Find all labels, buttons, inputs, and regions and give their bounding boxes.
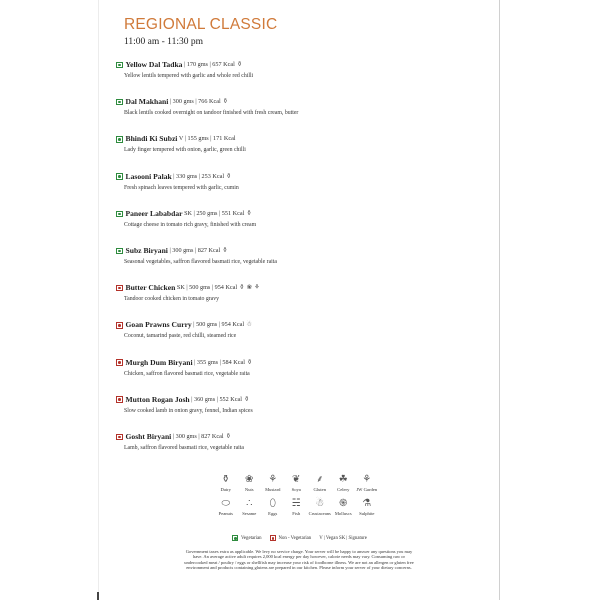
- menu-item: [116, 246, 486, 283]
- menu-item-description: Yellow lentils tempered with garlic and whole red chilli: [124, 73, 254, 79]
- menu-item-meta: | 500 gms | 954 Kcal: [191, 321, 245, 329]
- diet-legend: [232, 535, 367, 541]
- service-hours: 11:00 am - 11:30 pm: [124, 37, 203, 47]
- allergen-key-item: [308, 497, 332, 517]
- menu-item-header: [116, 320, 486, 330]
- menu-item-name: Butter Chicken: [125, 283, 176, 293]
- nonveg-symbol-icon: [116, 396, 123, 403]
- allergen-key-item: [214, 473, 238, 493]
- allergen-label: Nuts: [244, 487, 254, 492]
- allergen-key-item: [285, 497, 309, 517]
- dairy-icon: ⚱: [246, 358, 253, 366]
- dairy-icon: ⚱: [236, 61, 243, 68]
- veg-symbol-icon: [232, 535, 238, 541]
- menu-item-header: [116, 172, 486, 182]
- menu-item: [116, 97, 486, 134]
- allergen-label: Eggs: [268, 511, 278, 516]
- allergen-key-item: [261, 473, 285, 493]
- disclaimer-text: Government taxes extra as applicable. We levy no service charge. Your server will be happy to answer any questions you may have. An average active adult requires 2,000 kcal energy per day however, calorie needs may vary. Consuming raw or undercooked meat / poultry / eggs or shellfish may increase your risk of foodborne illness. We are not an allergen or gluten free environment and products containing glutens are prepared in our kitchen. Please inform your server of your dietary concerns.: [184, 549, 414, 570]
- legend-veg-label: Vegetarian: [241, 535, 262, 541]
- menu-item-meta: SK | 250 gms | 551 Kcal: [182, 209, 245, 217]
- menu-item: [116, 283, 486, 320]
- soya-icon: ❦: [292, 474, 301, 485]
- menu-item-meta: | 330 gms | 253 Kcal: [171, 172, 225, 180]
- menu-item: [116, 320, 486, 357]
- menu-item-header: [116, 246, 486, 256]
- menu-item-meta: | 355 gms | 584 Kcal: [192, 358, 245, 366]
- allergen-key-item: [355, 497, 379, 517]
- allergen-key-item: [261, 497, 285, 517]
- crustaceans-icon: ☃: [246, 321, 252, 329]
- menu-item: [116, 358, 486, 395]
- allergen-key-row: [214, 497, 404, 517]
- allergen-key: [214, 473, 404, 517]
- menu-list: [116, 60, 486, 469]
- menu-item: [116, 134, 486, 171]
- menu-item-description: Tandoor cooked chicken in tomato gravy: [124, 296, 220, 303]
- menu-item-description: Coconut, tamarind paste, red chilli, steamed rice: [124, 333, 237, 340]
- menu-item: [116, 209, 486, 246]
- menu-item-name: Yellow Dal Tadka: [125, 60, 183, 69]
- veg-symbol-icon: [116, 99, 123, 106]
- menu-item-description: Lady finger tempered with onion, garlic, green chilli: [124, 147, 246, 154]
- allergen-label: Crustaceans: [308, 511, 331, 516]
- nuts-icon: ❀: [246, 284, 253, 292]
- allergen-label: Peanuts: [218, 511, 233, 516]
- nuts-icon: ❀: [245, 474, 254, 485]
- menu-item: [116, 432, 486, 469]
- dairy-icon: ⚱: [243, 395, 250, 403]
- molluscs-icon: ֍: [339, 498, 348, 509]
- dairy-icon: ⚱: [246, 209, 252, 217]
- crustaceans-icon: ☃: [315, 498, 325, 509]
- nonveg-symbol-icon: [270, 535, 276, 541]
- nonveg-symbol-icon: [116, 434, 123, 441]
- menu-item-name: Goan Prawns Curry: [125, 320, 192, 330]
- menu-item-header: [116, 209, 486, 219]
- menu-item-header: [116, 432, 486, 442]
- allergen-key-item: [238, 497, 262, 517]
- menu-item-description: Cottage cheese in tomato rich gravy, finished with cream: [124, 221, 257, 228]
- menu-item-header: [116, 97, 486, 107]
- menu-item-name: Murgh Dum Biryani: [125, 357, 193, 367]
- veg-symbol-icon: [116, 62, 123, 69]
- nonveg-symbol-icon: [116, 322, 123, 329]
- menu-item-name: Gosht Biryani: [125, 431, 172, 441]
- veg-symbol-icon: [116, 211, 123, 218]
- allergen-key-item: [308, 473, 332, 493]
- nonveg-symbol-icon: [116, 359, 123, 366]
- peanuts-icon: ⬭: [221, 498, 231, 509]
- allergen-key-row: [214, 473, 404, 493]
- menu-item-description: Chicken, saffron flavored basmati rice, vegetable raita: [124, 370, 250, 377]
- menu-item-meta: SK | 500 gms | 954 Kcal: [175, 284, 238, 292]
- dairy-icon: ⚱: [221, 474, 230, 485]
- dairy-icon: ⚱: [239, 284, 245, 292]
- menu-item-name: Paneer Lababdar: [125, 208, 183, 218]
- allergen-key-item: [238, 473, 262, 493]
- eggs-icon: ⬯: [269, 498, 276, 509]
- sulphite-icon: ⚗: [362, 498, 372, 509]
- legend-codes: V | Vegan SK | Signature: [319, 535, 367, 541]
- menu-item-name: Subz Biryani: [125, 245, 168, 255]
- mustard-icon: ⚘: [254, 284, 260, 292]
- menu-item-header: [116, 60, 486, 70]
- allergen-label: Sesame: [242, 511, 257, 516]
- menu-item: [116, 395, 486, 432]
- menu-item-meta: | 360 gms | 552 Kcal: [189, 395, 242, 403]
- menu-item: [116, 60, 486, 97]
- allergen-label: Fish: [292, 511, 301, 516]
- allergen-key-item: [214, 497, 238, 517]
- mustard-icon: ⚘: [268, 474, 278, 485]
- page-edge-mark: [97, 592, 99, 600]
- veg-symbol-icon: [116, 136, 123, 143]
- menu-item-header: [116, 283, 486, 293]
- veg-symbol-icon: [116, 248, 123, 255]
- menu-item-name: Lasooni Palak: [125, 171, 172, 181]
- allergen-label: Celery: [337, 487, 350, 492]
- menu-item-description: Fresh spinach leaves tempered with garlic, cumin: [124, 184, 239, 191]
- dairy-icon: ⚱: [222, 246, 228, 254]
- dairy-icon: ⚱: [222, 98, 229, 106]
- allergen-label: Dairy: [220, 487, 231, 492]
- menu-item-description: Slow cooked lamb in onion gravy, fennel, Indian spices: [124, 407, 253, 414]
- dairy-icon: ⚱: [225, 432, 232, 440]
- allergen-key-item: [355, 473, 379, 493]
- allergen-key-item: [285, 473, 309, 493]
- menu-item-meta: | 170 gms | 657 Kcal: [182, 61, 235, 68]
- menu-item-description: Seasonal vegetables, saffron flavored basmati rice, vegetable raita: [124, 258, 277, 265]
- allergen-label: Gluten: [313, 487, 326, 492]
- menu-item-meta: | 300 gms | 827 Kcal: [171, 432, 224, 440]
- allergen-label: Mustard: [265, 487, 281, 492]
- veg-symbol-icon: [116, 173, 123, 180]
- sesame-icon: ∴: [246, 498, 253, 509]
- allergen-label: JW Garden: [356, 487, 378, 492]
- menu-item-header: [116, 134, 486, 144]
- legend-nonveg-label: Non - Vegetarian: [278, 535, 312, 541]
- nonveg-symbol-icon: [116, 285, 123, 292]
- section-title: REGIONAL CLASSIC: [124, 16, 278, 33]
- gluten-icon: ⸙: [316, 474, 324, 485]
- allergen-label: Sulphite: [359, 511, 375, 516]
- menu-item-meta: | 300 gms | 766 Kcal: [168, 98, 221, 106]
- fish-icon: ☵: [291, 498, 301, 509]
- allergen-key-item: [332, 473, 356, 493]
- garden-icon: ⚘: [362, 474, 372, 485]
- menu-item-name: Mutton Rogan Josh: [125, 394, 190, 404]
- allergen-label: Soya: [291, 487, 301, 492]
- allergen-key-item: [332, 497, 356, 517]
- menu-item-description: Lamb, saffron flavored basmati rice, vegetable raita: [124, 444, 244, 451]
- dairy-icon: ⚱: [226, 172, 232, 180]
- menu-item-header: [116, 358, 486, 368]
- menu-item-name: Dal Makhani: [125, 97, 169, 107]
- menu-item: [116, 172, 486, 209]
- allergen-label: Molluscs: [334, 511, 352, 516]
- menu-item-name: Bhindi Ki Subzi: [125, 134, 178, 144]
- menu-item-meta: | 300 gms | 827 Kcal: [167, 246, 221, 254]
- menu-item-meta: V | 155 gms | 171 Kcal: [177, 135, 236, 143]
- menu-item-header: [116, 395, 486, 405]
- menu-item-description: Black lentils cooked overnight on tandoor finished with fresh cream, butter: [124, 110, 299, 117]
- celery-icon: ☘: [338, 474, 348, 485]
